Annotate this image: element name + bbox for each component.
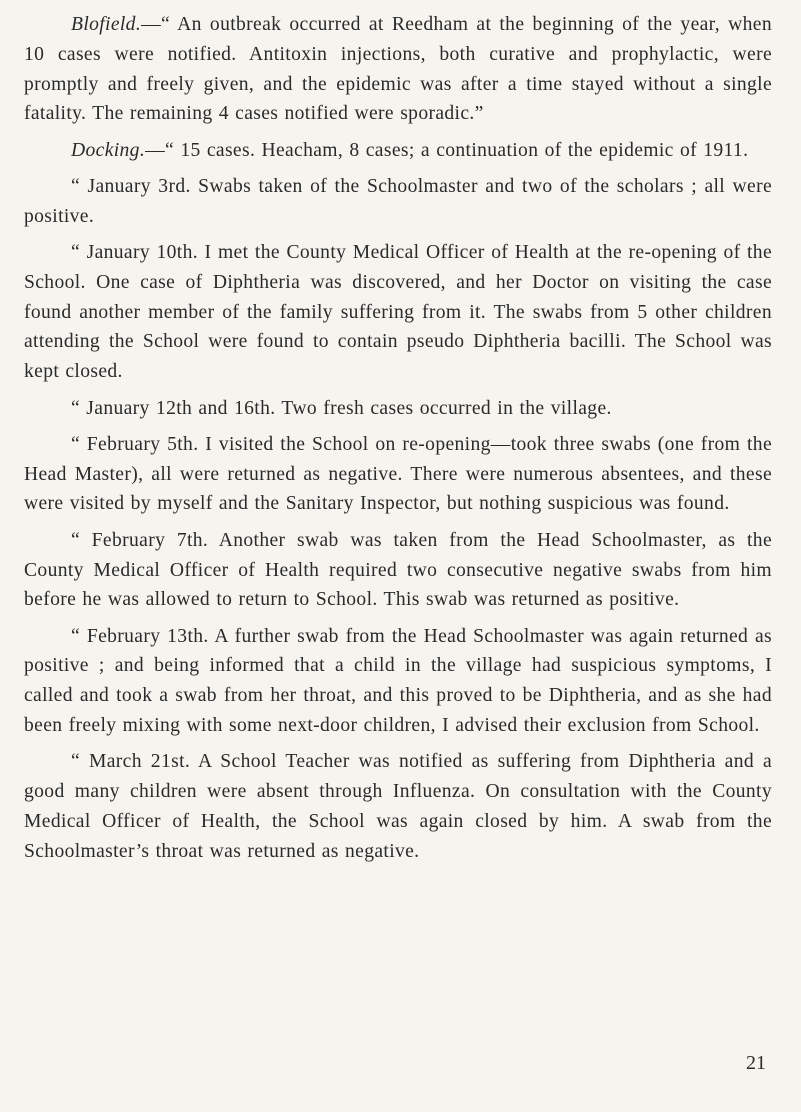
paragraph-text: “ January 3rd. Swabs taken of the Schoolmaster and two of the scholars ; all were positive.	[24, 175, 772, 227]
paragraph-jan-3	[24, 172, 772, 232]
paragraph-blofield	[24, 10, 772, 129]
paragraph-text: —“ An outbreak occurred at Reedham at the beginning of the year, when 10 cases were notified. Antitoxin injections, both curative and prophylactic, were promptly and freely given, and the epidemic was after a time stayed without a single fatality. The remaining 4 cases notified were sporadic.”	[24, 14, 772, 125]
place-name: Blofield.	[71, 14, 142, 35]
paragraph-text: “ February 13th. A further swab from the Head Schoolmaster was again returned as positive ; and being informed that a child in the village had suspicious symptoms, I called and took a swab from her throat, and this proved to be Diphtheria, and as she had been freely mixing with some next-door children, I advised their exclusion from School.	[24, 625, 772, 737]
paragraph-feb-5	[24, 430, 772, 519]
body-text	[24, 10, 772, 873]
page-number: 21	[746, 1052, 766, 1074]
paragraph-jan-10	[24, 238, 772, 387]
paragraph-feb-7	[24, 526, 772, 615]
paragraph-mar-21	[24, 747, 772, 866]
paragraph-text: —“ 15 cases. Heacham, 8 cases; a continuation of the epidemic of 1911.	[145, 139, 749, 161]
paragraph-text: “ February 7th. Another swab was taken from the Head Schoolmaster, as the County Medical Officer of Health required two consecutive negative swabs from him before he was allowed to return to School. This swab was returned as positive.	[24, 529, 772, 611]
paragraph-text: “ January 12th and 16th. Two fresh cases occurred in the village.	[71, 397, 612, 419]
paragraph-jan-12-16	[24, 394, 772, 424]
paragraph-text: “ February 5th. I visited the School on re-opening—took three swabs (one from the Head Master), all were returned as negative. There were numerous absentees, and these were visited by myself and the Sanitary Inspector, but nothing suspicious was found.	[24, 433, 772, 515]
paragraph-feb-13	[24, 622, 772, 741]
paragraph-text: “ March 21st. A School Teacher was notified as suffering from Diphtheria and a good many children were absent through Influenza. On consultation with the County Medical Officer of Health, the School was again closed by him. A swab from the Schoolmaster’s throat was returned as negative.	[24, 751, 772, 862]
place-name: Docking.	[71, 139, 146, 161]
paragraph-text: “ January 10th. I met the County Medical Officer of Health at the re-opening of the School. One case of Diphtheria was discovered, and her Doctor on visiting the case found another member of the family suffering from it. The swabs from 5 other children attending the School were found to contain pseudo Diphtheria bacilli. The School was kept closed.	[24, 242, 772, 383]
paragraph-docking	[24, 136, 772, 166]
